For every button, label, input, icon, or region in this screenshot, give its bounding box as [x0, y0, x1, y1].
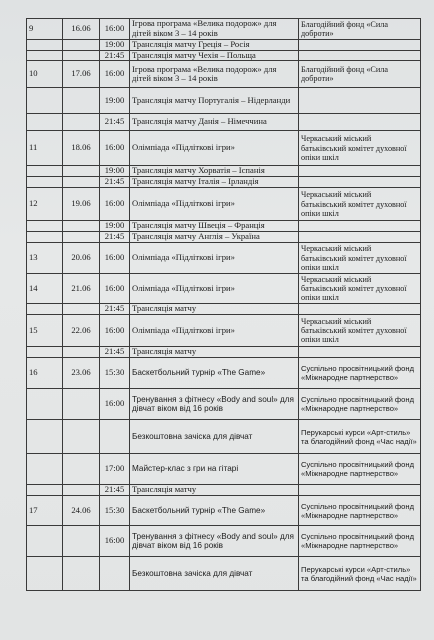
- organizer-cell: [299, 114, 421, 131]
- date-cell: [63, 40, 100, 51]
- organizer-cell: Благодійний фонд «Сила доброти»: [299, 19, 421, 40]
- event-cell: Трансляція матчу: [130, 304, 299, 315]
- event-cell: Трансляція матчу Данія – Німеччина: [130, 114, 299, 131]
- time-cell: 21:45: [100, 50, 130, 61]
- time-cell: 16:00: [100, 131, 130, 166]
- organizer-cell: [299, 485, 421, 496]
- event-cell: Тренування з фітнесу «Body and soul» для дівчат віком від 16 років: [130, 526, 299, 557]
- event-cell: Трансляція матчу Швеція – Франція: [130, 221, 299, 232]
- time-cell: 21:45: [100, 232, 130, 243]
- organizer-cell: [299, 221, 421, 232]
- time-cell: 19:00: [100, 221, 130, 232]
- time-cell: 21:45: [100, 347, 130, 358]
- time-cell: 16:00: [100, 389, 130, 420]
- table-row: [27, 454, 421, 485]
- date-cell: 18.06: [63, 131, 100, 166]
- event-cell: Ігрова програма «Велика подорож» для дітей віком 3 – 14 років: [130, 19, 299, 40]
- date-cell: [63, 347, 100, 358]
- table-row: [27, 243, 421, 274]
- time-cell: 16:00: [100, 274, 130, 304]
- organizer-cell: [299, 40, 421, 51]
- table-row: [27, 526, 421, 557]
- row-number-cell: 12: [27, 188, 63, 221]
- table-row: [27, 358, 421, 389]
- organizer-cell: [299, 232, 421, 243]
- row-number-cell: 9: [27, 19, 63, 40]
- table-row: [27, 485, 421, 496]
- event-cell: Олімпіада «Підліткові ігри»: [130, 131, 299, 166]
- organizer-cell: [299, 166, 421, 177]
- table-row: [27, 61, 421, 88]
- organizer-cell: Черкаський міський батьківський комітет духовної опіки шкіл: [299, 131, 421, 166]
- time-cell: 16:00: [100, 243, 130, 274]
- table-row: [27, 232, 421, 243]
- date-cell: [63, 221, 100, 232]
- row-number-cell: 15: [27, 315, 63, 347]
- organizer-cell: Черкаський міський батьківський комітет духовної опіки шкіл: [299, 315, 421, 347]
- row-number-cell: [27, 88, 63, 114]
- row-number-cell: [27, 454, 63, 485]
- time-cell: 21:45: [100, 485, 130, 496]
- table-row: [27, 114, 421, 131]
- event-cell: Олімпіада «Підліткові ігри»: [130, 315, 299, 347]
- date-cell: [63, 389, 100, 420]
- organizer-cell: Перукарські курси «Арт-стиль» та благодійний фонд «Час надії»: [299, 557, 421, 591]
- row-number-cell: [27, 420, 63, 454]
- organizer-cell: Суспільно просвітницький фонд «Міжнародне партнерство»: [299, 389, 421, 420]
- time-cell: 15:30: [100, 496, 130, 526]
- row-number-cell: [27, 50, 63, 61]
- date-cell: [63, 166, 100, 177]
- table-row: [27, 131, 421, 166]
- table-row: [27, 274, 421, 304]
- table-row: [27, 557, 421, 591]
- row-number-cell: [27, 304, 63, 315]
- event-cell: Трансляція матчу: [130, 485, 299, 496]
- event-cell: Трансляція матчу Греція – Росія: [130, 40, 299, 51]
- table-row: [27, 40, 421, 51]
- date-cell: [63, 50, 100, 61]
- organizer-cell: Суспільно просвітницький фонд «Міжнародне партнерство»: [299, 526, 421, 557]
- date-cell: [63, 485, 100, 496]
- date-cell: 17.06: [63, 61, 100, 88]
- time-cell: 19:00: [100, 40, 130, 51]
- row-number-cell: [27, 347, 63, 358]
- event-cell: Трансляція матчу: [130, 347, 299, 358]
- row-number-cell: [27, 177, 63, 188]
- table-row: [27, 50, 421, 61]
- event-cell: Ігрова програма «Велика подорож» для дітей віком 3 – 14 років: [130, 61, 299, 88]
- event-cell: Олімпіада «Підліткові ігри»: [130, 188, 299, 221]
- organizer-cell: Черкаський міський батьківський комітет духовної опіки шкіл: [299, 274, 421, 304]
- row-number-cell: 14: [27, 274, 63, 304]
- event-cell: Олімпіада «Підліткові ігри»: [130, 274, 299, 304]
- time-cell: [100, 420, 130, 454]
- event-cell: Трансляція матчу Португалія – Нідерланди: [130, 88, 299, 114]
- table-row: [27, 420, 421, 454]
- organizer-cell: [299, 88, 421, 114]
- row-number-cell: [27, 232, 63, 243]
- date-cell: 24.06: [63, 496, 100, 526]
- table-row: [27, 304, 421, 315]
- row-number-cell: [27, 221, 63, 232]
- event-cell: Безкоштовна зачіска для дівчат: [130, 557, 299, 591]
- row-number-cell: 10: [27, 61, 63, 88]
- time-cell: 16:00: [100, 188, 130, 221]
- time-cell: [100, 557, 130, 591]
- date-cell: 22.06: [63, 315, 100, 347]
- row-number-cell: 11: [27, 131, 63, 166]
- event-cell: Трансляція матчу Італія – Ірландія: [130, 177, 299, 188]
- organizer-cell: Суспільно просвітницький фонд «Міжнародне партнерство»: [299, 358, 421, 389]
- table-row: [27, 177, 421, 188]
- time-cell: 21:45: [100, 114, 130, 131]
- date-cell: [63, 526, 100, 557]
- time-cell: 17:00: [100, 454, 130, 485]
- event-cell: Безкоштовна зачіска для дівчат: [130, 420, 299, 454]
- organizer-cell: Черкаський міський батьківський комітет духовної опіки шкіл: [299, 243, 421, 274]
- row-number-cell: 16: [27, 358, 63, 389]
- organizer-cell: Черкаський міський батьківський комітет духовної опіки шкіл: [299, 188, 421, 221]
- event-cell: Трансляція матчу Англія – Україна: [130, 232, 299, 243]
- table-row: [27, 88, 421, 114]
- date-cell: 19.06: [63, 188, 100, 221]
- row-number-cell: 17: [27, 496, 63, 526]
- date-cell: [63, 177, 100, 188]
- table-row: [27, 389, 421, 420]
- event-cell: Трансляція матчу Чехія – Польща: [130, 50, 299, 61]
- organizer-cell: [299, 304, 421, 315]
- event-cell: Майстер-клас з гри на гітарі: [130, 454, 299, 485]
- row-number-cell: [27, 40, 63, 51]
- organizer-cell: [299, 50, 421, 61]
- organizer-cell: Суспільно просвітницький фонд «Міжнародне партнерство»: [299, 496, 421, 526]
- organizer-cell: [299, 177, 421, 188]
- time-cell: 16:00: [100, 61, 130, 88]
- row-number-cell: [27, 114, 63, 131]
- event-cell: Баскетбольний турнір «The Game»: [130, 358, 299, 389]
- time-cell: 15:30: [100, 358, 130, 389]
- row-number-cell: [27, 389, 63, 420]
- time-cell: 21:45: [100, 304, 130, 315]
- row-number-cell: [27, 485, 63, 496]
- date-cell: [63, 557, 100, 591]
- event-cell: Олімпіада «Підліткові ігри»: [130, 243, 299, 274]
- event-cell: Баскетбольний турнір «The Game»: [130, 496, 299, 526]
- event-cell: Тренування з фітнесу «Body and soul» для дівчат віком від 16 років: [130, 389, 299, 420]
- date-cell: 20.06: [63, 243, 100, 274]
- date-cell: 23.06: [63, 358, 100, 389]
- time-cell: 16:00: [100, 315, 130, 347]
- row-number-cell: [27, 526, 63, 557]
- event-cell: Трансляція матчу Хорватія – Іспанія: [130, 166, 299, 177]
- date-cell: [63, 304, 100, 315]
- time-cell: 19:00: [100, 88, 130, 114]
- date-cell: 21.06: [63, 274, 100, 304]
- table-row: [27, 315, 421, 347]
- row-number-cell: 13: [27, 243, 63, 274]
- table-row: [27, 166, 421, 177]
- row-number-cell: [27, 557, 63, 591]
- table-row: [27, 19, 421, 40]
- date-cell: [63, 420, 100, 454]
- schedule-table: [26, 18, 421, 591]
- time-cell: 19:00: [100, 166, 130, 177]
- date-cell: [63, 88, 100, 114]
- time-cell: 16:00: [100, 526, 130, 557]
- organizer-cell: Перукарські курси «Арт-стиль» та благодійний фонд «Час надії»: [299, 420, 421, 454]
- table-row: [27, 347, 421, 358]
- organizer-cell: Суспільно просвітницький фонд «Міжнародне партнерство»: [299, 454, 421, 485]
- organizer-cell: Благодійний фонд «Сила доброти»: [299, 61, 421, 88]
- schedule-rows: [27, 19, 421, 591]
- organizer-cell: [299, 347, 421, 358]
- table-row: [27, 496, 421, 526]
- date-cell: [63, 454, 100, 485]
- date-cell: [63, 114, 100, 131]
- time-cell: 21:45: [100, 177, 130, 188]
- time-cell: 16:00: [100, 19, 130, 40]
- table-row: [27, 221, 421, 232]
- table-row: [27, 188, 421, 221]
- date-cell: [63, 232, 100, 243]
- row-number-cell: [27, 166, 63, 177]
- date-cell: 16.06: [63, 19, 100, 40]
